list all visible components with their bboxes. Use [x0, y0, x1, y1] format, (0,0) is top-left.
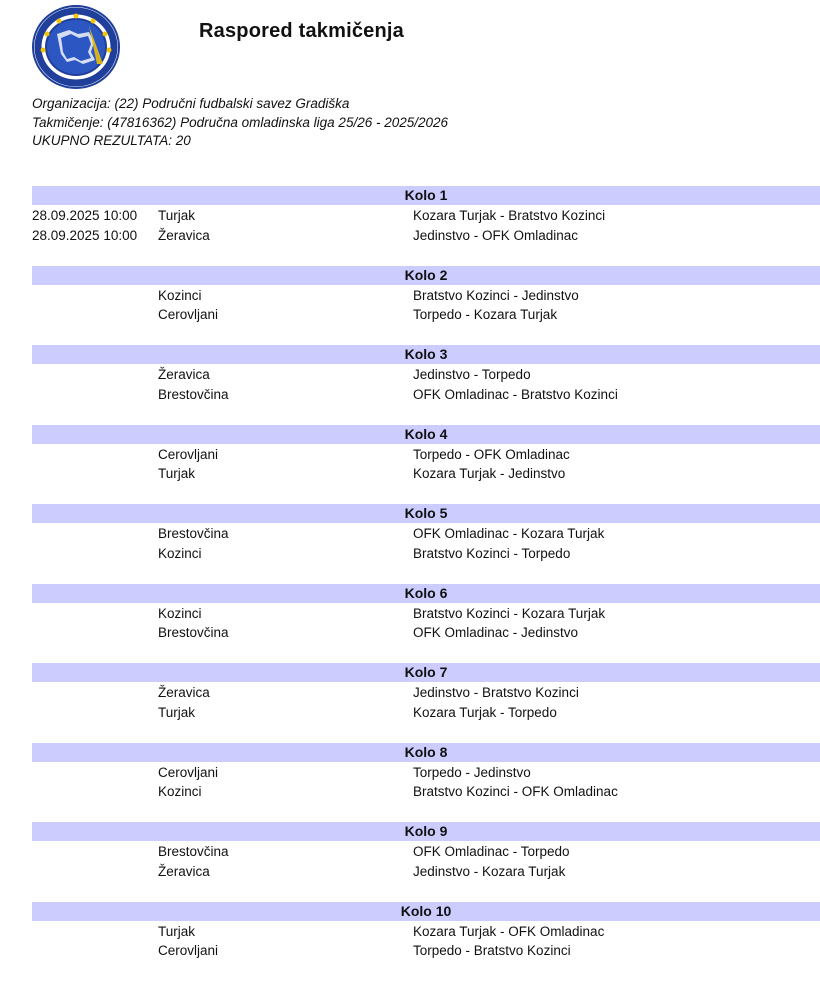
round-block	[32, 266, 820, 346]
match-fixture: Torpedo - OFK Omladinac	[413, 445, 570, 465]
match-fixture: Torpedo - Kozara Turjak	[413, 305, 557, 325]
match-row	[32, 862, 820, 882]
match-row	[32, 365, 820, 385]
match-fixture: Torpedo - Jedinstvo	[413, 763, 531, 783]
match-row	[32, 763, 820, 783]
match-datetime: 28.09.2025 10:00	[32, 206, 137, 226]
round-header: Kolo 3	[32, 345, 820, 364]
round-block	[32, 425, 820, 505]
round-header: Kolo 8	[32, 743, 820, 762]
match-fixture: Bratstvo Kozinci - OFK Omladinac	[413, 782, 618, 802]
federation-emblem-icon	[31, 4, 121, 90]
round-header: Kolo 1	[32, 186, 820, 205]
match-venue: Žeravica	[158, 683, 210, 703]
match-venue: Cerovljani	[158, 305, 218, 325]
match-row	[32, 941, 820, 961]
match-row	[32, 842, 820, 862]
match-row	[32, 922, 820, 942]
match-venue: Kozinci	[158, 604, 202, 624]
match-row	[32, 305, 820, 325]
match-row	[32, 464, 820, 484]
match-venue: Brestovčina	[158, 842, 229, 862]
match-row	[32, 703, 820, 723]
match-row	[32, 604, 820, 624]
match-row	[32, 623, 820, 643]
match-venue: Cerovljani	[158, 445, 218, 465]
round-block	[32, 743, 820, 823]
round-header: Kolo 5	[32, 504, 820, 523]
match-venue: Cerovljani	[158, 941, 218, 961]
match-fixture: Jedinstvo - Kozara Turjak	[413, 862, 565, 882]
match-row	[32, 544, 820, 564]
schedule-list	[32, 186, 820, 981]
match-venue: Turjak	[158, 703, 195, 723]
match-fixture: OFK Omladinac - Jedinstvo	[413, 623, 578, 643]
match-venue: Žeravica	[158, 226, 210, 246]
round-block	[32, 504, 820, 584]
match-datetime: 28.09.2025 10:00	[32, 226, 137, 246]
match-fixture: Jedinstvo - Torpedo	[413, 365, 531, 385]
match-row	[32, 782, 820, 802]
match-fixture: Jedinstvo - Bratstvo Kozinci	[413, 683, 579, 703]
match-fixture: Kozara Turjak - Bratstvo Kozinci	[413, 206, 605, 226]
match-row	[32, 524, 820, 544]
match-venue: Brestovčina	[158, 385, 229, 405]
round-header: Kolo 9	[32, 822, 820, 841]
round-header: Kolo 10	[32, 902, 820, 921]
match-venue: Turjak	[158, 922, 195, 942]
match-fixture: Kozara Turjak - OFK Omladinac	[413, 922, 604, 942]
match-fixture: Jedinstvo - OFK Omladinac	[413, 226, 578, 246]
match-fixture: OFK Omladinac - Torpedo	[413, 842, 570, 862]
match-row	[32, 683, 820, 703]
match-fixture: Bratstvo Kozinci - Jedinstvo	[413, 286, 579, 306]
competition-line: Takmičenje: (47816362) Područna omladinska liga 25/26 - 2025/2026	[32, 114, 448, 133]
round-block	[32, 584, 820, 664]
round-header: Kolo 7	[32, 663, 820, 682]
page-title: Raspored takmičenja	[199, 20, 404, 43]
match-venue: Turjak	[158, 464, 195, 484]
round-block	[32, 902, 820, 981]
competition-info	[32, 95, 448, 151]
match-row	[32, 385, 820, 405]
match-venue: Kozinci	[158, 544, 202, 564]
match-fixture: Bratstvo Kozinci - Torpedo	[413, 544, 570, 564]
match-venue: Kozinci	[158, 286, 202, 306]
match-row	[32, 206, 820, 226]
match-fixture: Bratstvo Kozinci - Kozara Turjak	[413, 604, 605, 624]
match-venue: Cerovljani	[158, 763, 218, 783]
federation-logo	[31, 4, 121, 90]
match-venue: Brestovčina	[158, 623, 229, 643]
match-venue: Brestovčina	[158, 524, 229, 544]
match-venue: Kozinci	[158, 782, 202, 802]
round-header: Kolo 4	[32, 425, 820, 444]
match-row	[32, 226, 820, 246]
round-block	[32, 822, 820, 902]
organization-line: Organizacija: (22) Područni fudbalski savez Gradiška	[32, 95, 448, 114]
match-venue: Turjak	[158, 206, 195, 226]
round-block	[32, 663, 820, 743]
match-row	[32, 445, 820, 465]
match-fixture: OFK Omladinac - Kozara Turjak	[413, 524, 604, 544]
match-fixture: OFK Omladinac - Bratstvo Kozinci	[413, 385, 618, 405]
match-venue: Žeravica	[158, 365, 210, 385]
match-fixture: Kozara Turjak - Torpedo	[413, 703, 557, 723]
match-venue: Žeravica	[158, 862, 210, 882]
round-block	[32, 345, 820, 425]
round-block	[32, 186, 820, 266]
match-row	[32, 286, 820, 306]
round-header: Kolo 6	[32, 584, 820, 603]
round-header: Kolo 2	[32, 266, 820, 285]
total-results-line: UKUPNO REZULTATA: 20	[32, 132, 448, 151]
match-fixture: Kozara Turjak - Jedinstvo	[413, 464, 565, 484]
match-fixture: Torpedo - Bratstvo Kozinci	[413, 941, 571, 961]
